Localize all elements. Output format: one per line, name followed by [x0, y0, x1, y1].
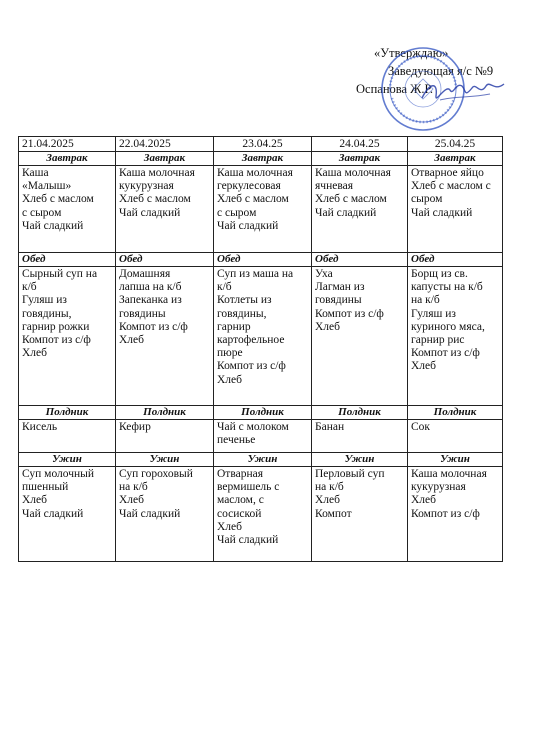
meal-name-cell: Ужин	[312, 453, 408, 467]
dish-line: Хлеб	[411, 494, 436, 507]
dish-line: Компот из с/ф	[315, 307, 384, 320]
dish-line: Суп из маша на	[217, 268, 294, 280]
dish-line: Лагман из	[315, 281, 365, 294]
dish-line: Хлеб	[411, 360, 436, 373]
dish-line: «Малыш»	[22, 180, 72, 193]
dish-line: Уха	[315, 268, 333, 280]
meal-name-cell: Обед	[116, 253, 214, 267]
dishes-cell	[214, 166, 312, 253]
date-cell: 25.04.25	[408, 137, 503, 152]
approval-name: Оспанова Ж.Р.	[356, 82, 434, 96]
dishes-cell	[408, 467, 503, 562]
dish-line: Отварное яйцо	[411, 167, 484, 179]
dish-line: Чай сладкий	[217, 219, 279, 232]
dishes-cell	[408, 166, 503, 253]
meal-name-cell: Полдник	[214, 406, 312, 420]
dishes-row	[19, 166, 503, 253]
dish-line: сосиской	[217, 507, 262, 520]
meal-name-cell: Полдник	[408, 406, 503, 420]
dishes-row	[19, 420, 503, 453]
dish-line: на к/б	[119, 481, 148, 494]
dish-line: Хлеб	[315, 494, 340, 507]
dish-line: геркулесовая	[217, 180, 281, 193]
dish-line: с сыром	[217, 206, 257, 219]
date-cell: 24.04.25	[312, 137, 408, 152]
dish-line: Кефир	[119, 421, 151, 433]
dish-line: печенье	[217, 434, 256, 447]
meal-header-row	[19, 253, 503, 267]
dishes-cell	[312, 166, 408, 253]
dish-line: Компот из с/ф	[411, 507, 480, 520]
dishes-cell	[19, 267, 116, 406]
dish-line: пшенный	[22, 481, 69, 494]
dish-line: Гуляш из	[22, 294, 67, 307]
dish-line: Банан	[315, 421, 345, 433]
dish-line: Чай сладкий	[315, 206, 377, 219]
meal-name-cell: Обед	[214, 253, 312, 267]
dishes-row	[19, 467, 503, 562]
dish-line: Гуляш из	[411, 307, 456, 320]
meal-name-cell: Обед	[312, 253, 408, 267]
dish-line: говядины,	[217, 307, 267, 320]
dishes-cell	[116, 467, 214, 562]
meal-header-row	[19, 152, 503, 166]
dish-line: Борщ из св.	[411, 268, 468, 280]
dish-line: Хлеб	[217, 520, 242, 533]
dishes-cell	[19, 420, 116, 453]
meal-name-cell: Завтрак	[116, 152, 214, 166]
dish-line: картофельное	[217, 334, 285, 347]
dish-line: лапша на к/б	[119, 281, 182, 294]
dish-line: Хлеб	[217, 373, 242, 386]
approval-title: «Утверждаю»	[374, 46, 449, 60]
dish-line: Хлеб	[315, 320, 340, 333]
dishes-cell	[408, 420, 503, 453]
dish-line: гарнир	[217, 320, 251, 333]
dish-line: Хлеб с маслом	[119, 193, 191, 206]
dates-row	[19, 137, 503, 152]
dish-line: Сок	[411, 421, 431, 433]
dishes-cell	[312, 267, 408, 406]
dish-line: Каша	[22, 167, 49, 179]
dish-line: пюре	[217, 347, 243, 360]
dish-line: Компот из с/ф	[119, 320, 188, 333]
meal-name-cell: Ужин	[408, 453, 503, 467]
dish-line: ячневая	[315, 180, 354, 193]
dish-line: Каша молочная	[217, 167, 293, 179]
dish-line: с сыром	[22, 206, 62, 219]
dish-line: Суп гороховый	[119, 468, 193, 480]
date-cell: 23.04.25	[214, 137, 312, 152]
dishes-cell	[116, 420, 214, 453]
dish-line: Каша молочная	[315, 167, 391, 179]
dish-line: Хлеб	[22, 347, 47, 360]
weekly-menu-table	[18, 136, 503, 562]
meal-name-cell: Завтрак	[214, 152, 312, 166]
dish-line: кукурузная	[119, 180, 174, 193]
dishes-cell	[408, 267, 503, 406]
meal-name-cell: Обед	[19, 253, 116, 267]
dish-line: Чай сладкий	[22, 507, 84, 520]
meal-name-cell: Ужин	[116, 453, 214, 467]
dishes-cell	[116, 166, 214, 253]
dishes-cell	[19, 166, 116, 253]
dishes-cell	[19, 467, 116, 562]
dish-line: Каша молочная	[119, 167, 195, 179]
dish-line: Отварная	[217, 468, 264, 480]
dish-line: вермишель с	[217, 481, 280, 494]
meal-header-row	[19, 406, 503, 420]
dish-line: капусты на к/б	[411, 281, 483, 294]
dish-line: говядины,	[22, 307, 72, 320]
dish-line: говядины	[315, 294, 362, 307]
meal-name-cell: Ужин	[214, 453, 312, 467]
meal-name-cell: Завтрак	[408, 152, 503, 166]
dishes-cell	[214, 267, 312, 406]
dish-line: маслом, с	[217, 494, 264, 507]
dish-line: Чай с молоком	[217, 421, 289, 433]
dishes-cell	[312, 420, 408, 453]
dish-line: Домашняя	[119, 268, 171, 280]
meal-name-cell: Полдник	[312, 406, 408, 420]
dish-line: сыром	[411, 193, 443, 206]
dish-line: к/б	[217, 281, 232, 294]
dish-line: Сырный суп на	[22, 268, 98, 280]
dish-line: Каша молочная	[411, 468, 487, 480]
meal-name-cell: Завтрак	[312, 152, 408, 166]
meal-name-cell: Ужин	[19, 453, 116, 467]
dish-line: Компот	[315, 507, 352, 520]
dishes-cell	[214, 467, 312, 562]
meal-name-cell: Полдник	[116, 406, 214, 420]
dish-line: Компот из с/ф	[22, 334, 91, 347]
dish-line: Суп молочный	[22, 468, 95, 480]
dish-line: гарнир рис	[411, 334, 465, 347]
meal-name-cell: Завтрак	[19, 152, 116, 166]
signature-icon	[420, 76, 506, 108]
dish-line: к/б	[22, 281, 37, 294]
dish-line: Чай сладкий	[217, 534, 279, 547]
dish-line: Хлеб	[119, 334, 144, 347]
dishes-cell	[312, 467, 408, 562]
dish-line: кукурузная	[411, 481, 466, 494]
dish-line: Хлеб	[22, 494, 47, 507]
dishes-cell	[116, 267, 214, 406]
dish-line: Хлеб с маслом	[217, 193, 289, 206]
dish-line: Чай сладкий	[22, 219, 84, 232]
meal-name-cell: Обед	[408, 253, 503, 267]
dish-line: Хлеб с маслом	[22, 193, 94, 206]
dish-line: говядины	[119, 307, 166, 320]
dish-line: Перловый суп	[315, 468, 385, 480]
date-cell: 21.04.2025	[19, 137, 116, 152]
dish-line: Хлеб с маслом с	[411, 180, 491, 193]
dish-line: Чай сладкий	[119, 206, 181, 219]
dishes-cell	[214, 420, 312, 453]
dish-line: Кисель	[22, 421, 58, 433]
dish-line: Хлеб с маслом	[315, 193, 387, 206]
dish-line: на к/б	[411, 294, 440, 307]
dish-line: Компот из с/ф	[411, 347, 480, 360]
dish-line: Чай сладкий	[411, 206, 473, 219]
date-cell: 22.04.2025	[116, 137, 214, 152]
dish-line: гарнир рожки	[22, 320, 90, 333]
dish-line: Чай сладкий	[119, 507, 181, 520]
dish-line: на к/б	[315, 481, 344, 494]
dish-line: Хлеб	[119, 494, 144, 507]
meal-header-row	[19, 453, 503, 467]
meal-name-cell: Полдник	[19, 406, 116, 420]
dishes-row	[19, 267, 503, 406]
dish-line: Котлеты из	[217, 294, 272, 307]
dish-line: Запеканка из	[119, 294, 182, 307]
dish-line: куриного мяса,	[411, 320, 485, 333]
approval-role: Заведующая я/с №9	[388, 64, 494, 78]
dish-line: Компот из с/ф	[217, 360, 286, 373]
